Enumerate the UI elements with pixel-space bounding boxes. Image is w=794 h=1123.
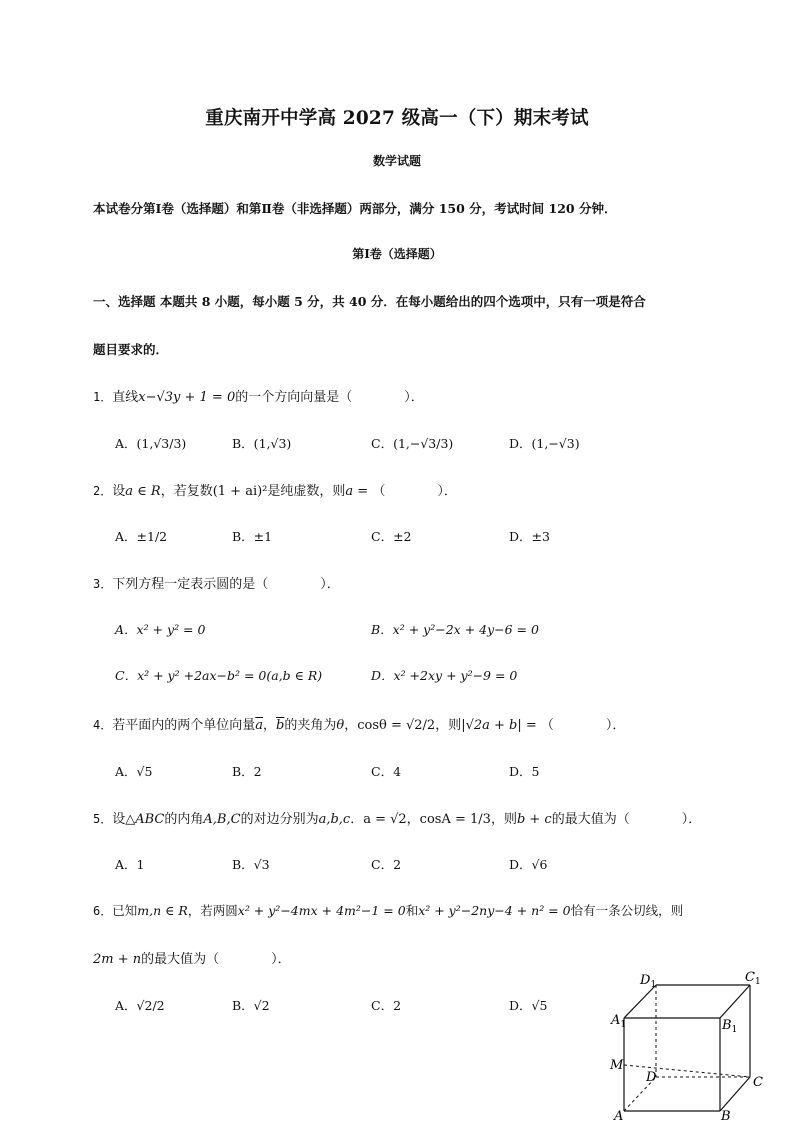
math-expression: 2m + n [93,952,142,967]
question-text: ， [263,718,277,733]
question-text: 直线 [112,390,139,405]
option-d: D．x² +2xy + y²−9 = 0 [371,668,518,683]
question-text: 和 [405,903,419,918]
option-b: B．±1 [232,529,273,544]
math-expression: a ∈ R [125,484,161,499]
math-expression: x² + y²−2ny−4 + n² = 0 [418,903,571,918]
question-text: 若平面内的两个单位向量 [112,718,256,733]
option-a: A．1 [115,857,145,872]
question-number: 2． [93,484,113,498]
label-m: M [610,1058,624,1073]
math-expression: (1 + ai)² [212,484,268,499]
option-c: C．4 [371,764,402,779]
math-expression: cosθ = √2/2 [357,718,436,733]
option-b: B．√2 [232,998,270,1013]
option-d: D．(1,−√3) [509,436,580,451]
question-text: 恰有一条公切线，则 [570,903,684,918]
option-b: B．x² + y²−2x + 4y−6 = 0 [371,622,539,637]
label-c1: $C_1$ [745,970,761,987]
question-number: 4． [93,718,113,732]
option-a: A．√2/2 [115,998,165,1013]
hidden-segment-mc [624,1065,750,1077]
question-5 [93,808,701,827]
question-number: 6． [93,904,113,918]
question-6-line2 [93,948,291,967]
option-c: C．2 [371,998,402,1013]
part-title: 第Ⅰ卷（选择题） [352,247,442,261]
question-text: 设 [112,812,126,827]
option-a: A．(1,√3/3) [115,436,187,451]
question-3 [93,573,340,592]
label-d1: $D_1$ [640,973,657,990]
edge-bc [720,1077,750,1111]
option-d: D．√5 [509,998,548,1013]
question-text: 下列方程一定表示圆的是（ ）． [112,577,340,592]
option-c: C．2 [371,857,402,872]
option-a: A．√5 [115,764,153,779]
question-text: （ ）． [540,718,626,733]
vector-a: $\overline{a}$ [255,718,264,733]
question-text: 的最大值为（ ）． [551,812,702,827]
question-4 [93,714,625,733]
question-text: 已知 [112,903,138,918]
math-expression: A,B,C [203,812,241,827]
math-expression: a,b,c [318,812,351,827]
label-b: B [721,1109,731,1123]
label-a1: $A_1$ [611,1013,627,1030]
math-expression: b + c [516,812,552,827]
math-expression: x−√3y + 1 = 0 [138,390,236,405]
question-text: 的一个方向向量是（ ）． [235,390,424,405]
option-c: C．x² + y² +2ax−b² = 0(a,b ∈ R) [115,668,323,683]
exam-subtitle: 数学试题 [372,154,421,168]
question-text: 的内角 [164,812,204,827]
exam-intro: 本试卷分第Ⅰ卷（选择题）和第Ⅱ卷（非选择题）两部分，满分 150 分，考试时间 120 分钟． [93,201,617,216]
option-b: B．(1,√3) [232,436,292,451]
question-1 [93,386,424,405]
question-text: （ ）． [372,484,457,499]
exam-title: 重庆南开中学高 2027 级高一（下）期末考试 [205,108,589,129]
question-text: ，若两圆 [187,903,238,918]
option-a: A．±1/2 [115,529,168,544]
option-d: D．√6 [509,857,548,872]
question-text: ，则 [490,812,517,827]
option-a: A．x² + y² = 0 [115,622,206,637]
math-expression: a = [345,484,373,499]
math-expression: △ABC [125,812,165,827]
math-expression: m,n ∈ R [137,903,188,918]
option-d: D．5 [509,764,540,779]
option-d: D．±3 [509,529,550,544]
math-expression: |√2a + b| = [461,718,541,733]
question-6 [93,901,683,919]
label-d: D [646,1070,657,1085]
section-heading-line1: 一、选择题 本题共 8 小题，每小题 5 分，共 40 分．在每小题给出的四个选项中，只有一项是符合 [93,294,646,309]
question-text: ， [344,718,358,733]
question-number: 3． [93,577,113,591]
option-b: B．2 [232,764,262,779]
question-text: ，若复数 [160,484,213,499]
question-text: 的夹角为 [284,718,337,733]
question-text: 设 [112,484,126,499]
question-text: 的对边分别为 [240,812,319,827]
option-b: B．√3 [232,857,270,872]
vector-b: $\overline{b}$ [276,718,285,733]
question-number: 1． [93,390,113,404]
cube-figure [600,965,780,1123]
label-a: A [614,1109,624,1123]
question-text: 的最大值为（ ）． [141,952,291,967]
section-heading-line2: 题目要求的． [93,342,169,357]
label-b1: $B_1$ [722,1018,738,1035]
label-c: C [753,1075,763,1090]
question-text: ，则 [435,718,462,733]
question-text: 是纯虚数，则 [267,484,346,499]
question-text: ． [350,812,364,827]
math-expression: θ [336,718,345,733]
math-expression: x² + y²−4mx + 4m²−1 = 0 [237,903,406,918]
question-2 [93,480,457,499]
option-c: C．(1,−√3/3) [371,436,454,451]
edge-b1c1 [720,985,750,1018]
option-c: C．±2 [371,529,412,544]
math-expression: a = √2，cosA = 1/3 [363,812,491,827]
question-number: 5． [93,812,113,826]
